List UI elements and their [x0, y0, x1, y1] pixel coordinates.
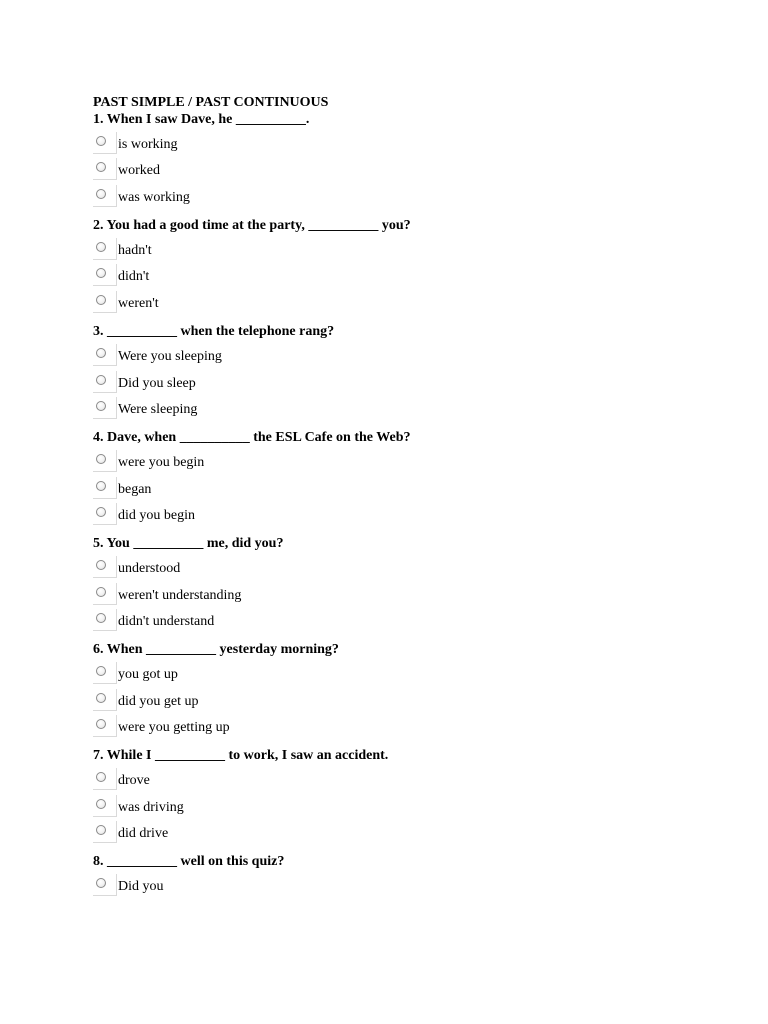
radio-cell: [93, 477, 117, 501]
question-3: [93, 323, 733, 421]
radio-button-icon[interactable]: [96, 189, 106, 199]
radio-cell: [93, 397, 117, 421]
radio-button-icon[interactable]: [96, 587, 106, 597]
option-row[interactable]: [93, 262, 733, 289]
option-label[interactable]: was driving: [118, 799, 184, 815]
radio-cell: [93, 503, 117, 527]
option-row[interactable]: [93, 156, 733, 183]
question-1: [93, 111, 733, 209]
radio-cell: [93, 291, 117, 315]
option-row[interactable]: [93, 713, 733, 740]
question-text: 3. __________ when the telephone rang?: [93, 324, 335, 340]
option-row[interactable]: [93, 129, 733, 156]
quiz-document: [93, 94, 733, 906]
radio-button-icon[interactable]: [96, 693, 106, 703]
option-label[interactable]: Were you sleeping: [118, 348, 222, 364]
option-label[interactable]: didn't: [118, 269, 150, 285]
option-row[interactable]: [93, 447, 733, 474]
question-2: [93, 217, 733, 315]
question-4: [93, 429, 733, 527]
question-5: [93, 535, 733, 633]
radio-button-icon[interactable]: [96, 481, 106, 491]
question-text: 4. Dave, when __________ the ESL Cafe on the Web?: [93, 430, 411, 446]
option-label[interactable]: did you begin: [118, 508, 195, 524]
radio-cell: [93, 238, 117, 262]
radio-cell: [93, 874, 117, 898]
option-label[interactable]: worked: [118, 163, 160, 179]
radio-cell: [93, 556, 117, 580]
option-row[interactable]: [93, 792, 733, 819]
option-label[interactable]: was working: [118, 190, 190, 206]
option-row[interactable]: [93, 182, 733, 209]
question-7: [93, 747, 733, 845]
question-text: 1. When I saw Dave, he __________.: [93, 112, 310, 127]
radio-cell: [93, 264, 117, 288]
radio-button-icon[interactable]: [96, 348, 106, 358]
option-row[interactable]: [93, 341, 733, 368]
option-label[interactable]: weren't understanding: [118, 587, 242, 603]
option-row[interactable]: [93, 607, 733, 634]
radio-cell: [93, 821, 117, 845]
option-label[interactable]: Did you: [118, 879, 164, 895]
option-row[interactable]: [93, 659, 733, 686]
option-label[interactable]: hadn't: [118, 242, 152, 258]
radio-button-icon[interactable]: [96, 242, 106, 252]
radio-cell: [93, 715, 117, 739]
radio-cell: [93, 185, 117, 209]
radio-cell: [93, 132, 117, 156]
radio-cell: [93, 450, 117, 474]
radio-cell: [93, 158, 117, 182]
option-row[interactable]: [93, 235, 733, 262]
option-row[interactable]: [93, 553, 733, 580]
option-label[interactable]: didn't understand: [118, 614, 215, 630]
document-title: PAST SIMPLE / PAST CONTINUOUS: [93, 95, 329, 110]
option-row[interactable]: [93, 474, 733, 501]
question-text: 2. You had a good time at the party, __________ you?: [93, 218, 411, 234]
option-row[interactable]: [93, 580, 733, 607]
option-row[interactable]: [93, 819, 733, 846]
option-label[interactable]: were you begin: [118, 454, 205, 470]
radio-cell: [93, 583, 117, 607]
radio-button-icon[interactable]: [96, 560, 106, 570]
option-label[interactable]: drove: [118, 773, 150, 789]
option-row[interactable]: [93, 501, 733, 528]
option-row[interactable]: [93, 686, 733, 713]
option-row[interactable]: [93, 288, 733, 315]
option-row[interactable]: [93, 765, 733, 792]
radio-cell: [93, 795, 117, 819]
radio-cell: [93, 609, 117, 633]
question-text: 8. __________ well on this quiz?: [93, 854, 285, 870]
option-row[interactable]: [93, 368, 733, 395]
question-text: 7. While I __________ to work, I saw an accident.: [93, 748, 389, 764]
radio-button-icon[interactable]: [96, 375, 106, 385]
radio-button-icon[interactable]: [96, 454, 106, 464]
radio-button-icon[interactable]: [96, 666, 106, 676]
option-label[interactable]: did you get up: [118, 693, 199, 709]
question-8: [93, 853, 733, 898]
option-row[interactable]: [93, 871, 733, 898]
option-label[interactable]: began: [118, 481, 152, 497]
radio-button-icon[interactable]: [96, 772, 106, 782]
question-text: 5. You __________ me, did you?: [93, 536, 284, 552]
question-text: 6. When __________ yesterday morning?: [93, 642, 339, 658]
option-row[interactable]: [93, 395, 733, 422]
question-6: [93, 641, 733, 739]
radio-button-icon[interactable]: [96, 799, 106, 809]
option-label[interactable]: Were sleeping: [118, 402, 198, 418]
option-label[interactable]: Did you sleep: [118, 375, 196, 391]
radio-cell: [93, 662, 117, 686]
option-label[interactable]: understood: [118, 560, 181, 576]
option-label[interactable]: you got up: [118, 667, 178, 682]
radio-cell: [93, 768, 117, 792]
radio-cell: [93, 371, 117, 395]
option-label[interactable]: weren't: [118, 296, 159, 312]
radio-cell: [93, 689, 117, 713]
option-label[interactable]: did drive: [118, 826, 169, 842]
option-label[interactable]: were you getting up: [118, 720, 230, 736]
option-label[interactable]: is working: [118, 136, 178, 152]
radio-cell: [93, 344, 117, 368]
radio-button-icon[interactable]: [96, 136, 106, 146]
